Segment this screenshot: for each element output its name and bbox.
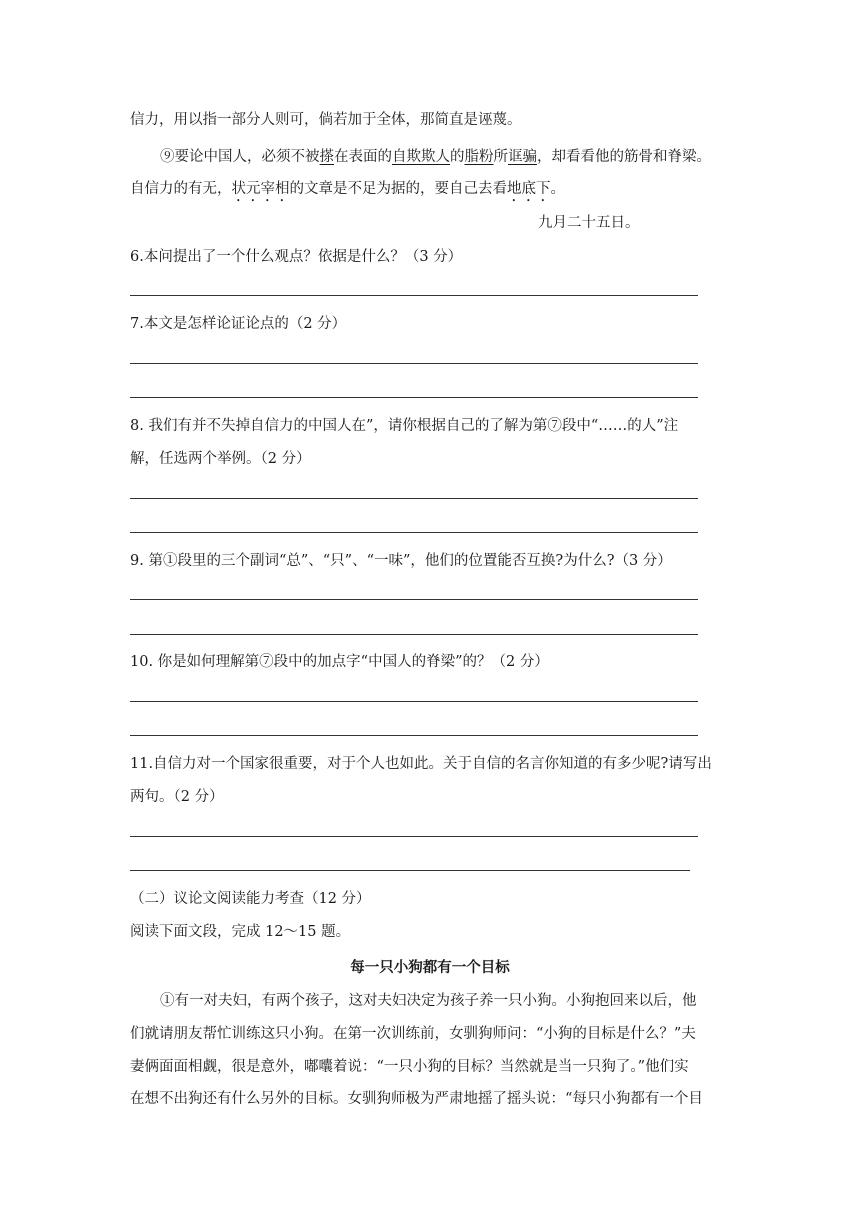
dotted-words: 地底下 [507,181,551,197]
article-line: ①有一对夫妇，有两个孩子，这对夫妇决定为孩子养一只小狗。小狗抱回来以后，他 [160,993,697,1009]
question-11-line1: 11.自信力对一个国家很重要，对于个人也如此。关于自信的名言你知道的有多少呢?请写出 [130,756,712,772]
answer-line[interactable] [130,836,698,837]
underlined-word: 自欺欺人 [392,149,450,165]
article-line: 们就请朋友帮忙训练这只小狗。在第一次训练前，女驯狗师问：“小狗的目标是什么？”夫 [130,1026,696,1042]
underlined-word: 诓骗 [508,149,537,165]
answer-line[interactable] [130,634,698,635]
answer-line[interactable] [130,599,698,600]
answer-line[interactable] [130,735,698,736]
article-line: 在想不出狗还有什么另外的目标。女驯狗师极为严肃地摇了摇头说：“每只小狗都有一个目 [130,1091,703,1107]
instruction: 阅读下面文段，完成 12～15 题。 [130,924,351,940]
question-9: 9. 第①段里的三个副词“总”、“只”、“一味”，他们的位置能否互换?为什么?（3 分） [130,553,672,569]
question-8-line1: 8. 我们有并不失掉自信力的中国人在”，请你根据自己的了解为第⑦段中“……的人”注 [130,418,679,434]
section-heading: （二）议论文阅读能力考查（12 分） [130,891,371,907]
answer-line[interactable] [130,701,698,702]
question-10: 10. 你是如何理解第⑦段中的加点字“中国人的脊梁”的？（2 分） [130,654,549,670]
article-title: 每一只小狗都有一个目标 [350,960,510,976]
article-line: 妻俩面面相觑，很是意外，嘟囔着说：“一只小狗的目标？当然就是当一只狗了。”他们实 [130,1059,689,1075]
question-11-line2: 两句。（2 分） [130,789,224,805]
passage-line: 信力，用以指一部分人则可，倘若加于全体，那简直是诬蔑。 [130,112,522,128]
answer-line[interactable] [130,363,698,364]
question-6: 6.本问提出了一个什么观点？依据是什么？（3 分） [130,249,463,265]
answer-line[interactable] [130,498,698,499]
underlined-word: 搽 [319,149,334,165]
underlined-word: 脂粉 [464,149,494,165]
answer-line[interactable] [130,870,690,871]
date-line: 九月二十五日。 [538,215,640,231]
passage-line: 自信力的有无，状元宰相的文章是不足为据的，要自己去看地底下。 [130,181,565,197]
dotted-words: 状元宰相 [231,181,290,197]
question-7: 7.本文是怎样论证论点的（2 分） [130,316,347,332]
question-8-line2: 解，任选两个举例。（2 分） [130,451,311,467]
answer-line[interactable] [130,295,698,296]
answer-line[interactable] [130,532,698,533]
answer-line[interactable] [130,397,698,398]
paragraph-9: ⑨要论中国人，必须不被搽在表面的自欺欺人的脂粉所诓骗，却看看他的筋骨和脊梁。 [160,149,711,165]
